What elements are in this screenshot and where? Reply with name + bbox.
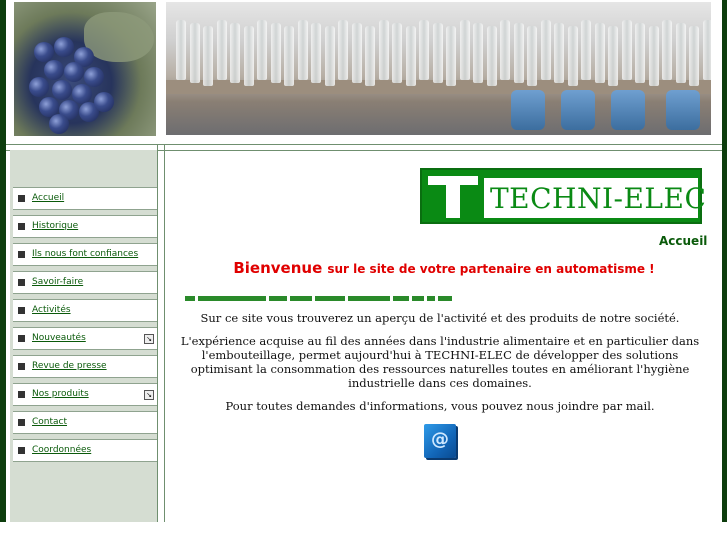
nav-label[interactable]: Nos produits — [32, 389, 89, 399]
nav-item-savoir-faire[interactable] — [13, 271, 157, 294]
nav-label[interactable]: Accueil — [32, 193, 65, 203]
bottle-shape — [662, 20, 672, 80]
bottle-shape — [527, 26, 537, 86]
bottle-shape — [379, 20, 389, 80]
bottle-shape — [676, 23, 686, 83]
nav-label[interactable]: Historique — [32, 221, 79, 231]
bottle-shape — [689, 26, 699, 86]
bottle-shape — [257, 20, 267, 80]
nav-item-activites[interactable] — [13, 299, 157, 322]
bottle-shape — [487, 26, 497, 86]
bottle-shape — [325, 26, 335, 86]
bottle-shape — [284, 26, 294, 86]
techni-elec-logo — [420, 168, 707, 224]
bottle-shape — [419, 20, 429, 80]
email-at-icon[interactable]: @ — [424, 424, 456, 458]
bottle-shape — [271, 23, 281, 83]
bottle-shape — [703, 20, 712, 80]
bottle-shape — [649, 26, 659, 86]
grapes-photo — [14, 2, 156, 136]
right-frame-border — [722, 0, 727, 522]
nav-label[interactable]: Ils nous font confiances — [32, 249, 139, 259]
square-bullet-icon — [18, 307, 25, 314]
nav-item-historique[interactable] — [13, 215, 157, 238]
nav-item-revue-de-presse[interactable] — [13, 355, 157, 378]
nav-label[interactable]: Savoir-faire — [32, 277, 84, 287]
bottle-shape — [433, 23, 443, 83]
contact-paragraph: Pour toutes demandes d'informations, vous pouvez nous joindre par mail. — [225, 399, 655, 413]
bottle-shape — [365, 26, 375, 86]
bottle-shape — [190, 23, 200, 83]
nav-item-accueil[interactable] — [13, 187, 157, 210]
marquee-text-fragment — [185, 296, 515, 301]
intro-paragraph: Sur ce site vous trouverez un aperçu de l'activité et des produits de notre société. — [200, 311, 680, 325]
welcome-heading — [166, 258, 722, 277]
bottle-shape — [581, 20, 591, 80]
bottle-shape — [635, 23, 645, 83]
bottle-shape — [352, 23, 362, 83]
nav-label[interactable]: Contact — [32, 417, 68, 427]
square-bullet-icon — [18, 419, 25, 426]
square-bullet-icon — [18, 251, 25, 258]
bottle-shape — [176, 20, 186, 80]
bottle-shape — [541, 20, 551, 80]
header-divider — [6, 144, 722, 145]
square-bullet-icon — [18, 279, 25, 286]
nav-label[interactable]: Coordonnées — [32, 445, 92, 455]
welcome-word: Bienvenue — [233, 259, 323, 277]
nav-label[interactable]: Revue de presse — [32, 361, 107, 371]
bottle-shape — [554, 23, 564, 83]
bottle-shape — [608, 26, 618, 86]
bottle-shape — [446, 26, 456, 86]
bottling-line-photo — [166, 2, 711, 135]
nav-item-nouveautes[interactable] — [13, 327, 157, 350]
square-bullet-icon — [18, 447, 25, 454]
bottle-shape — [406, 26, 416, 86]
square-bullet-icon — [18, 195, 25, 202]
square-bullet-icon — [18, 391, 25, 398]
square-bullet-icon — [18, 223, 25, 230]
bottle-shape — [622, 20, 632, 80]
nav-label[interactable]: Activités — [32, 305, 71, 315]
submenu-arrow-icon[interactable]: ↘ — [144, 334, 154, 344]
submenu-arrow-icon[interactable]: ↘ — [144, 390, 154, 400]
content-divider — [164, 145, 165, 522]
bottle-shape — [460, 20, 470, 80]
bottle-shape — [392, 23, 402, 83]
welcome-tagline: sur le site de votre partenaire en automatisme ! — [327, 262, 655, 276]
logo-text: TECHNI-ELEC — [490, 182, 707, 215]
nav-item-confiances[interactable] — [13, 243, 157, 266]
square-bullet-icon — [18, 335, 25, 342]
sidebar-divider — [157, 145, 158, 522]
nav-item-nos-produits[interactable] — [13, 383, 157, 406]
bottle-shape — [217, 20, 227, 80]
bottle-shape — [338, 20, 348, 80]
bottle-shape — [473, 23, 483, 83]
bottle-shape — [568, 26, 578, 86]
square-bullet-icon — [18, 363, 25, 370]
experience-paragraph: L'expérience acquise au fil des années dans l'industrie alimentaire et en particulier dans l'embouteillage, permet aujourd'hui à TECHNI-ELEC de développer des solutions optimisant la consommation des ressources naturelles toutes en améliorant l'hygiène industrielle dans ces domaines. — [180, 334, 700, 390]
nav-label[interactable]: Nouveautés — [32, 333, 86, 343]
bottle-shape — [203, 26, 213, 86]
nav-item-coordonnees[interactable] — [13, 439, 157, 462]
bottle-shape — [230, 23, 240, 83]
nav-item-contact[interactable] — [13, 411, 157, 434]
bottle-shape — [595, 23, 605, 83]
bottle-shape — [500, 20, 510, 80]
bottle-shape — [298, 20, 308, 80]
bottle-shape — [514, 23, 524, 83]
bottle-shape — [311, 23, 321, 83]
bottle-shape — [244, 26, 254, 86]
page-title: Accueil — [659, 234, 708, 248]
